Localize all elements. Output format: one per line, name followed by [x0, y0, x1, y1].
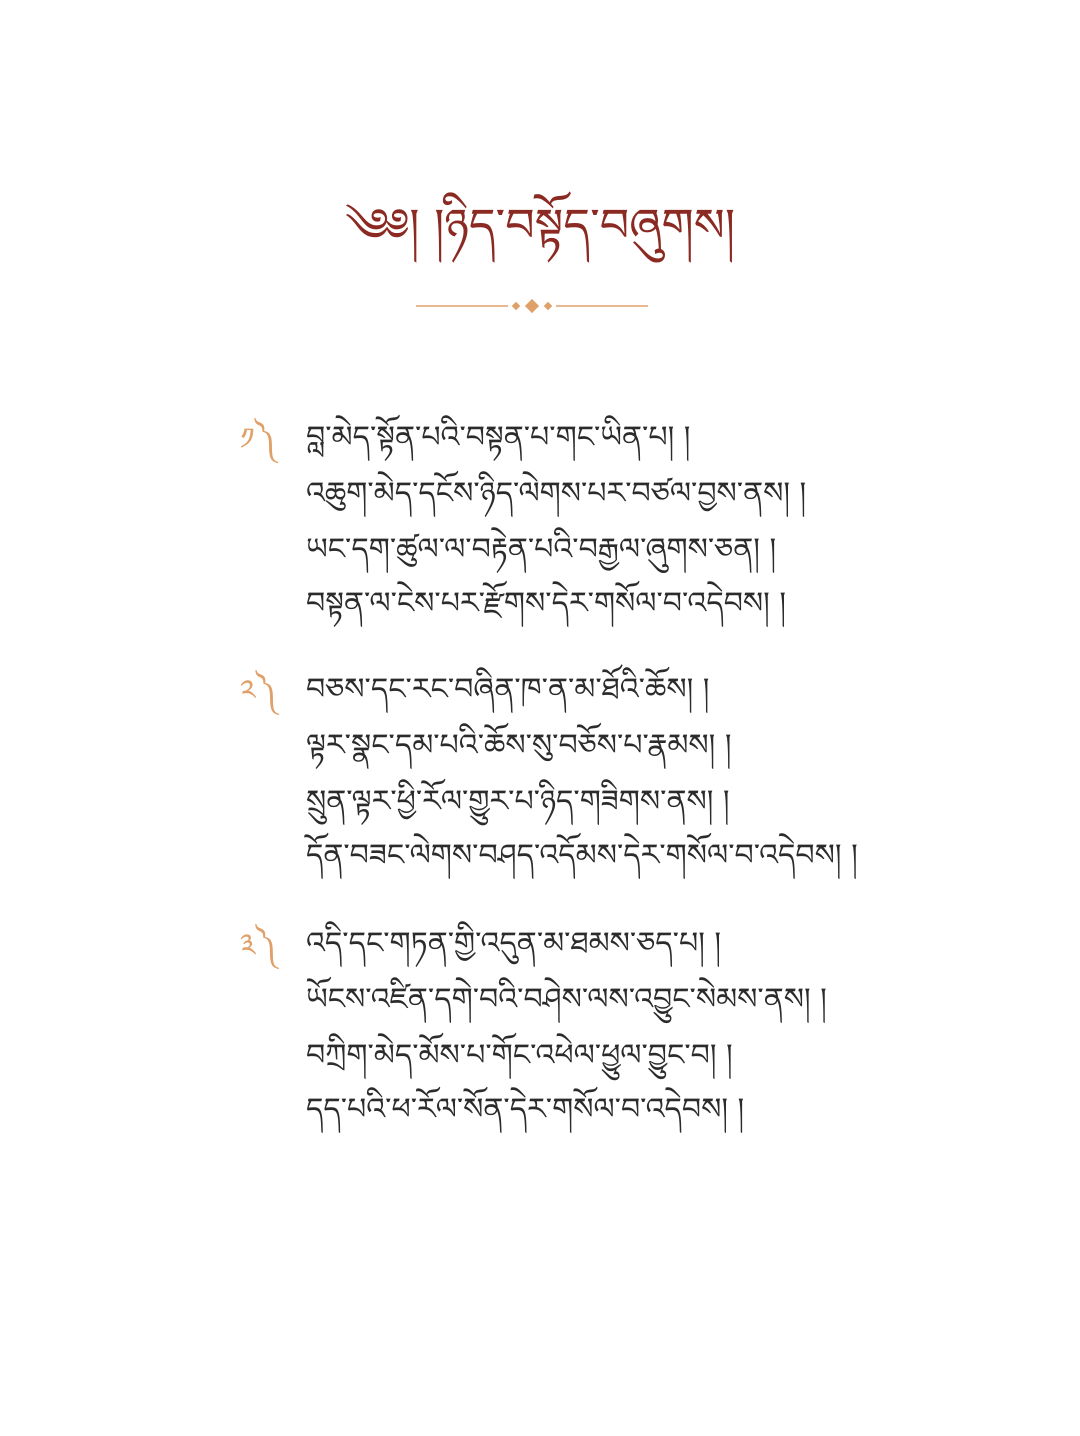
verse-line: འཆུག་མེད་དངོས་ཉིད་ལེགས་པར་བཙལ་བྱས་ནས། ། [306, 476, 807, 511]
divider-ornament-icon [416, 298, 648, 314]
verse-line: སྲུན་ལྟར་ཕྱི་རོལ་གྱུར་པ་ཉིད་གཟིགས་ནས། ། [306, 784, 730, 819]
verse-line: ཡང་དག་ཚུལ་ལ་བརྟེན་པའི་བརྒྱལ་ཞུགས་ཅན། ། [306, 532, 777, 567]
verse-line: འདི་དང་གཏན་གྱི་འདུན་མ་ཐམས་ཅད་པ། ། [306, 926, 722, 961]
verse-number: ༢༽ [240, 674, 277, 709]
verse-line: བཀྲིག་མེད་མོས་པ་གོང་འཕེལ་ཕྱུལ་བྱུང་བ། ། [306, 1038, 733, 1073]
verse-line: བཅས་དང་རང་བཞིན་ཁ་ན་མ་ཐོའི་ཆོས། ། [306, 672, 710, 707]
verse-line: དོན་བཟང་ལེགས་བཤད་འདོམས་དེར་གསོལ་བ་འདེབས། ། [306, 838, 858, 873]
verse-line: བསྟན་ལ་ངེས་པར་རྫོགས་དེར་གསོལ་བ་འདེབས། ། [306, 586, 787, 621]
verse-line: བླ་མེད་སྟོན་པའི་བསྟན་པ་གང་ཡིན་པ། ། [306, 420, 691, 455]
page-title: ༄༅། །ཉིད་བསྟོད་བཞུགས། [344, 198, 736, 252]
verse-number: ༣༽ [240, 928, 277, 963]
verse-line: ལྟར་སྣང་དམ་པའི་ཆོས་སུ་བཅོས་པ་རྣམས། ། [306, 728, 732, 763]
verse-number: ༡༽ [240, 422, 276, 457]
verse-line: ཡོངས་འཛིན་དགེ་བའི་བཤེས་ལས་འབྱུང་སེམས་ནས། ། [306, 982, 827, 1017]
verse-line: དད་པའི་ཕ་རོལ་སོན་དེར་གསོལ་བ་འདེབས། ། [306, 1092, 745, 1127]
